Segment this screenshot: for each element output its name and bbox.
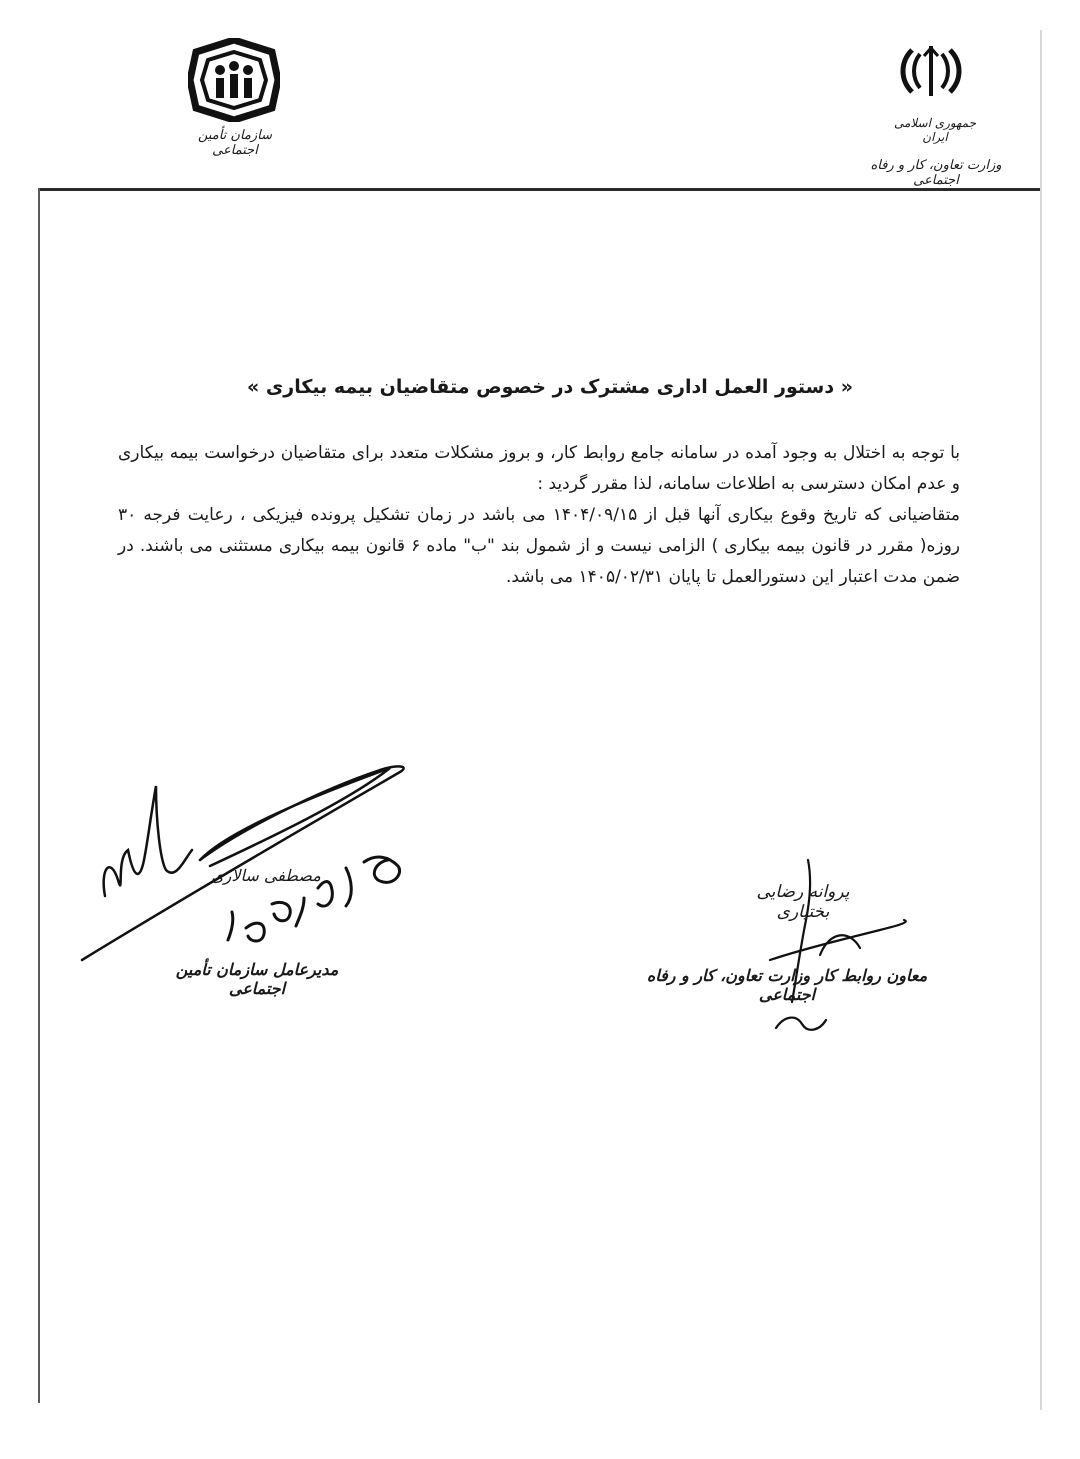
ministry-label: وزارت تعاون، کار و رفاه اجتماعی — [870, 158, 1002, 188]
document-title: « دستور العمل اداری مشترک در خصوص متقاضیان بیمه بیکاری » — [246, 376, 853, 398]
right-signatory-title: معاون روابط کار وزارت تعاون، کار و رفاه اجتماعی — [646, 966, 928, 1004]
sso-caption: سازمان تأمین اجتماعی — [197, 128, 273, 158]
body-paragraph-decision: متقاضیانی که تاریخ وقوع بیکاری آنها قبل از ۱۴۰۴/۰۹/۱۵ می باشد در زمان تشکیل پرونده فیزیکی ، رعایت فرجه ۳۰ روزه( مقرر در قانون بیمه بیکاری ) الزامی نیست و از شمول بند "ب" ماده ۶ قانون بیمه بیکاری مستثنی می باشند. در ضمن مدت اعتبار این دستورالعمل تا پایان ۱۴۰۵/۰۲/۳۱ می باشد. — [118, 505, 960, 587]
right-signatory-name: پروانه رضایی بختیاری — [756, 882, 850, 922]
left-signature-scribble — [82, 766, 404, 960]
left-signatory-name: مصطفی سالاری — [211, 866, 321, 885]
body-paragraph-intro: با توجه به اختلال به وجود آمده در سامانه جامع روابط کار، و بروز مشکلات متعدد برای متقاضیان درخواست بیمه بیکاری و عدم امکان دسترسی به اطلاعات سامانه، لذا مقرر گردید : — [118, 443, 960, 494]
left-signatory-title: مدیرعامل سازمان تأمین اجتماعی — [175, 960, 339, 998]
republic-label: جمهوری اسلامی ایران — [893, 116, 977, 144]
